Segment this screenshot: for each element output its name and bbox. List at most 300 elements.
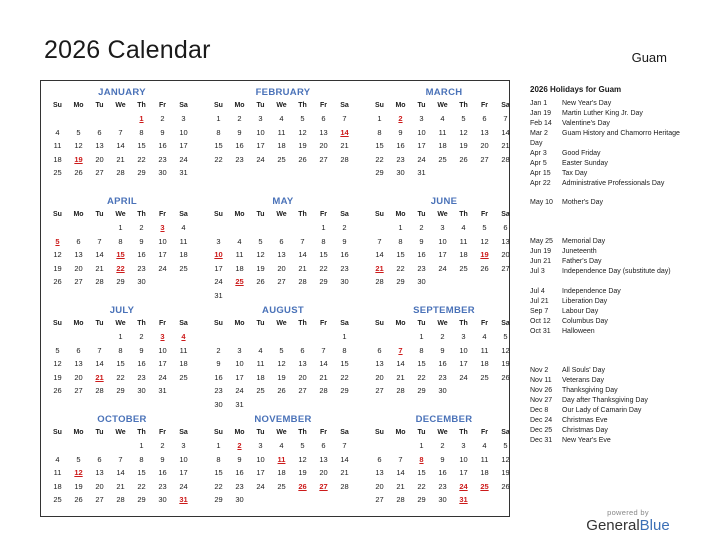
day-cell: 6 [377,345,382,355]
day-cell: 31 [417,168,426,177]
day-cell: 23 [235,154,244,164]
day-cell: 5 [279,345,284,355]
month-name: DECEMBER [415,414,473,425]
weekday-header: Sa [179,102,188,109]
day-cell: 26 [53,386,62,395]
day-cell: 17 [417,141,426,150]
day-cell: 23 [214,386,223,395]
holiday-date: Apr 5 [530,159,547,167]
holiday-item [530,198,690,208]
day-cell: 20 [319,468,328,477]
month-name: NOVEMBER [254,414,312,425]
weekday-header: Su [375,211,384,218]
month-name: AUGUST [262,305,304,316]
weekday-header: Fr [159,211,166,218]
day-cell: 17 [158,359,167,368]
day-cell: 9 [237,454,242,464]
day-cell: 6 [76,236,81,246]
weekday-header: Fr [159,102,166,109]
day-cell: 5 [482,223,487,232]
holiday-name: Veterans Day [562,377,605,384]
holiday-day-cell: 26 [298,481,307,491]
day-cell: 5 [76,454,81,464]
day-cell: 11 [459,236,468,246]
day-cell: 16 [417,250,426,259]
weekday-header: Fr [320,320,327,327]
day-cell: 13 [501,236,510,246]
holiday-item [530,169,690,179]
day-cell: 19 [53,372,62,382]
holiday-day-cell: 2 [398,114,403,123]
day-cell: 15 [214,468,223,477]
day-cell: 17 [459,468,468,477]
holiday-date: Dec 25 [530,427,553,434]
day-cell: 19 [459,141,468,150]
day-cell: 8 [216,454,221,464]
day-cell: 8 [118,236,123,246]
day-cell: 2 [440,332,445,341]
day-cell: 8 [139,454,144,464]
day-cell: 25 [277,154,286,164]
holiday-item [530,99,690,109]
brand-name [583,517,673,534]
day-cell: 27 [298,386,307,395]
day-cell: 1 [321,223,326,232]
day-cell: 27 [319,154,328,164]
day-cell: 20 [375,372,384,382]
holiday-name: Day after Thanksgiving Day [562,397,648,404]
weekday-header: Fr [481,429,488,436]
holiday-item [530,366,690,376]
day-cell: 17 [256,468,265,477]
day-cell: 23 [396,154,405,164]
month-name: JULY [109,305,135,316]
day-cell: 29 [116,386,125,395]
day-cell: 16 [396,141,405,150]
holiday-name: Labour Day [562,307,599,315]
month-name: JUNE [430,196,458,207]
holiday-name: Independence Day [562,287,621,295]
weekday-header: Tu [417,320,426,327]
holiday-name: Administrative Professionals Day [562,179,665,187]
weekday-header: Sa [179,211,188,218]
month-april [47,191,197,299]
day-cell: 1 [216,114,221,123]
day-cell: 20 [95,154,104,164]
day-cell: 2 [160,114,165,123]
day-cell: 24 [459,372,468,382]
day-cell: 20 [375,481,384,491]
holiday-date: Nov 26 [530,387,553,394]
weekday-header: Th [137,429,146,436]
day-cell: 23 [438,481,447,491]
weekday-header: Su [375,102,384,109]
day-cell: 1 [377,114,382,123]
day-cell: 11 [277,127,286,137]
weekday-header: Tu [256,320,265,327]
day-cell: 7 [342,441,347,450]
day-cell: 14 [396,359,405,368]
weekday-header: Fr [481,102,488,109]
day-cell: 15 [214,141,223,150]
day-cell: 11 [256,359,265,368]
day-cell: 20 [319,141,328,150]
day-cell: 30 [235,495,244,504]
day-cell: 25 [53,495,62,504]
day-cell: 20 [298,372,307,382]
weekday-header: Th [137,102,146,109]
brand-logo[interactable] [583,508,673,534]
month-january [47,82,197,190]
day-cell: 4 [440,114,445,123]
day-cell: 25 [277,481,286,491]
day-cell: 22 [375,154,384,164]
day-cell: 30 [158,495,167,504]
day-cell: 14 [116,468,125,477]
holiday-item [530,287,690,297]
day-cell: 12 [53,250,62,259]
day-cell: 14 [95,359,104,368]
day-cell: 18 [179,250,188,259]
day-cell: 15 [417,359,426,368]
day-cell: 26 [459,154,468,164]
day-cell: 27 [74,277,83,286]
weekday-header: Th [459,320,468,327]
day-cell: 18 [53,481,62,491]
day-cell: 20 [74,372,83,382]
holiday-item [530,406,690,416]
day-cell: 11 [480,345,489,355]
day-cell: 20 [95,481,104,491]
day-cell: 23 [137,372,146,382]
month-june [369,191,519,299]
holiday-item [530,396,690,406]
holiday-date: Jul 4 [530,287,545,295]
day-cell: 15 [375,141,384,150]
day-cell: 11 [179,345,188,355]
day-cell: 25 [256,386,265,395]
weekday-header: Su [214,320,223,327]
day-cell: 13 [375,359,384,368]
day-cell: 30 [214,399,223,409]
day-cell: 8 [118,345,123,355]
day-cell: 22 [116,372,125,382]
day-cell: 22 [417,372,426,382]
holiday-date: Dec 24 [530,417,553,424]
weekday-header: We [115,320,126,327]
day-cell: 7 [321,345,326,355]
day-cell: 25 [480,372,489,382]
day-cell: 26 [277,386,286,395]
day-cell: 15 [417,468,426,477]
holiday-date: Jul 3 [530,268,545,275]
day-cell: 29 [396,277,405,286]
weekday-header: Mo [395,320,406,327]
holiday-name: Columbus Day [562,317,608,325]
day-cell: 5 [503,332,508,341]
holiday-item [530,426,690,436]
day-cell: 13 [95,468,104,477]
day-cell: 25 [459,263,468,273]
day-cell: 26 [74,168,83,177]
day-cell: 13 [480,127,489,137]
day-cell: 4 [55,454,60,464]
day-cell: 13 [298,359,307,368]
weekday-header: Mo [73,211,84,218]
day-cell: 24 [179,481,188,491]
day-cell: 10 [179,454,188,464]
day-cell: 2 [342,223,347,232]
day-cell: 9 [160,127,165,137]
holiday-day-cell: 21 [95,372,104,382]
day-cell: 16 [137,250,146,259]
weekday-header: Sa [501,211,510,218]
weekday-header: Mo [395,211,406,218]
month-name: FEBRUARY [255,87,311,98]
weekday-header: Fr [320,102,327,109]
day-cell: 1 [342,332,347,341]
holiday-name: Independence Day (substitute day) [562,268,671,275]
day-cell: 17 [158,250,167,259]
holiday-day-cell: 1 [139,114,144,123]
day-cell: 12 [256,250,265,259]
day-cell: 30 [137,277,146,286]
holiday-date: Jun 19 [530,248,552,255]
weekday-header: We [115,102,126,109]
day-cell: 4 [237,236,242,246]
weekday-header: We [276,429,287,436]
day-cell: 21 [340,468,349,477]
day-cell: 24 [256,154,265,164]
day-cell: 29 [417,495,426,504]
day-cell: 12 [74,141,83,150]
day-cell: 10 [256,454,265,464]
weekday-header: Su [53,211,62,218]
day-cell: 30 [438,495,447,504]
weekday-header: We [276,320,287,327]
day-cell: 10 [459,345,468,355]
day-cell: 21 [116,481,125,491]
powered-by-text: powered by [607,508,649,517]
day-cell: 4 [55,127,60,137]
day-cell: 13 [319,454,328,464]
month-december [369,409,519,517]
holiday-day-cell: 19 [480,250,489,259]
day-cell: 10 [438,236,447,246]
day-cell: 8 [377,127,382,137]
month-name: MARCH [425,87,463,98]
day-cell: 19 [277,372,286,382]
holiday-name: Valentine's Day [562,120,610,127]
day-cell: 2 [160,441,165,450]
day-cell: 3 [181,114,186,123]
day-cell: 27 [95,168,104,177]
day-cell: 10 [158,345,167,355]
day-cell: 17 [256,141,265,150]
day-cell: 1 [419,441,424,450]
day-cell: 7 [377,236,382,246]
day-cell: 19 [501,468,510,477]
day-cell: 29 [137,495,146,504]
day-cell: 29 [417,386,426,395]
weekday-header: Fr [481,320,488,327]
month-name: SEPTEMBER [413,305,475,316]
day-cell: 16 [137,359,146,368]
holiday-name: Tax Day [562,169,588,177]
weekday-header: Fr [159,429,166,436]
day-cell: 20 [480,141,489,150]
day-cell: 31 [158,386,167,395]
day-cell: 4 [482,441,487,450]
day-cell: 10 [158,236,167,246]
day-cell: 3 [461,332,466,341]
day-cell: 18 [459,250,468,259]
month-march [369,82,519,190]
holiday-item [530,257,690,267]
weekday-header: Sa [501,429,510,436]
day-cell: 25 [179,372,188,382]
holiday-date: Jun 21 [530,258,552,265]
weekday-header: Mo [234,211,245,218]
holiday-item [530,149,690,159]
day-cell: 25 [438,154,447,164]
holiday-day-cell: 31 [459,495,468,504]
day-cell: 11 [480,454,489,464]
day-cell: 18 [179,359,188,368]
day-cell: 24 [417,154,426,164]
weekday-header: We [437,211,448,218]
day-cell: 28 [340,481,349,491]
day-cell: 27 [480,154,489,164]
day-cell: 17 [438,250,447,259]
day-cell: 17 [214,263,223,273]
day-cell: 2 [139,332,144,341]
day-cell: 4 [258,345,263,355]
day-cell: 14 [396,468,405,477]
day-cell: 2 [440,441,445,450]
day-cell: 1 [398,223,403,232]
holiday-day-cell: 31 [179,495,188,504]
holiday-name: Christmas Day [562,427,608,434]
weekday-header: Fr [320,429,327,436]
day-cell: 23 [137,263,146,273]
day-cell: 28 [340,154,349,164]
holiday-date: Apr 22 [530,179,551,187]
holiday-item [530,307,690,317]
weekday-header: Su [53,429,62,436]
day-cell: 6 [97,127,102,137]
day-cell: 26 [480,263,489,273]
holiday-name: Mother's Day [562,199,604,206]
day-cell: 22 [214,154,223,164]
day-cell: 10 [256,127,265,137]
weekday-header: Mo [234,320,245,327]
holiday-name: Halloween [562,327,595,335]
holiday-day-cell: 8 [419,454,424,464]
day-cell: 8 [321,236,326,246]
day-cell: 19 [256,263,265,273]
day-cell: 31 [214,290,223,300]
day-cell: 14 [319,359,328,368]
day-cell: 6 [300,345,305,355]
holiday-day-cell: 24 [459,481,468,491]
weekday-header: Sa [340,320,349,327]
day-cell: 6 [97,454,102,464]
day-cell: 18 [438,141,447,150]
day-cell: 18 [480,468,489,477]
day-cell: 15 [137,141,146,150]
holiday-name: Memorial Day [562,238,606,245]
weekday-header: Sa [340,102,349,109]
day-cell: 5 [300,114,305,123]
day-cell: 2 [139,223,144,232]
day-cell: 24 [158,263,167,273]
holiday-name: All Souls' Day [562,367,605,374]
day-cell: 14 [375,250,384,259]
day-cell: 17 [179,468,188,477]
day-cell: 22 [340,372,349,382]
holiday-day-cell: 12 [74,468,83,477]
day-cell: 8 [139,127,144,137]
day-cell: 11 [235,250,244,259]
day-cell: 5 [76,127,81,137]
day-cell: 18 [235,263,244,273]
day-cell: 10 [459,454,468,464]
day-cell: 13 [375,468,384,477]
weekday-header: Mo [73,102,84,109]
day-cell: 17 [179,141,188,150]
holiday-date: Nov 27 [530,397,553,404]
day-cell: 12 [53,359,62,368]
day-cell: 4 [482,332,487,341]
holiday-item [530,247,690,257]
day-cell: 21 [116,154,125,164]
day-cell: 22 [137,481,146,491]
day-cell: 28 [95,386,104,395]
day-cell: 11 [438,127,447,137]
day-cell: 19 [298,468,307,477]
day-cell: 22 [417,481,426,491]
day-cell: 3 [237,345,242,355]
weekday-header: Su [375,320,384,327]
weekday-header: Mo [73,429,84,436]
day-cell: 14 [298,250,307,259]
day-cell: 24 [438,263,447,273]
weekday-header: We [276,102,287,109]
holiday-day-cell: 15 [116,250,125,259]
day-cell: 3 [440,223,445,232]
day-cell: 12 [480,236,489,246]
day-cell: 24 [235,386,244,395]
day-cell: 28 [95,277,104,286]
holiday-date: Dec 31 [530,437,553,444]
day-cell: 6 [76,345,81,355]
day-cell: 3 [258,441,263,450]
day-cell: 12 [501,345,510,355]
holiday-day-cell: 3 [160,332,165,341]
holiday-date: Mar 2 [530,130,548,137]
day-cell: 11 [53,468,62,477]
holiday-item [530,267,690,277]
weekday-header: Su [375,429,384,436]
weekday-header: We [115,211,126,218]
day-cell: 23 [158,481,167,491]
day-cell: 15 [319,250,328,259]
day-cell: 30 [158,168,167,177]
holiday-item [530,297,690,307]
day-cell: 19 [53,263,62,273]
day-cell: 7 [97,345,102,355]
